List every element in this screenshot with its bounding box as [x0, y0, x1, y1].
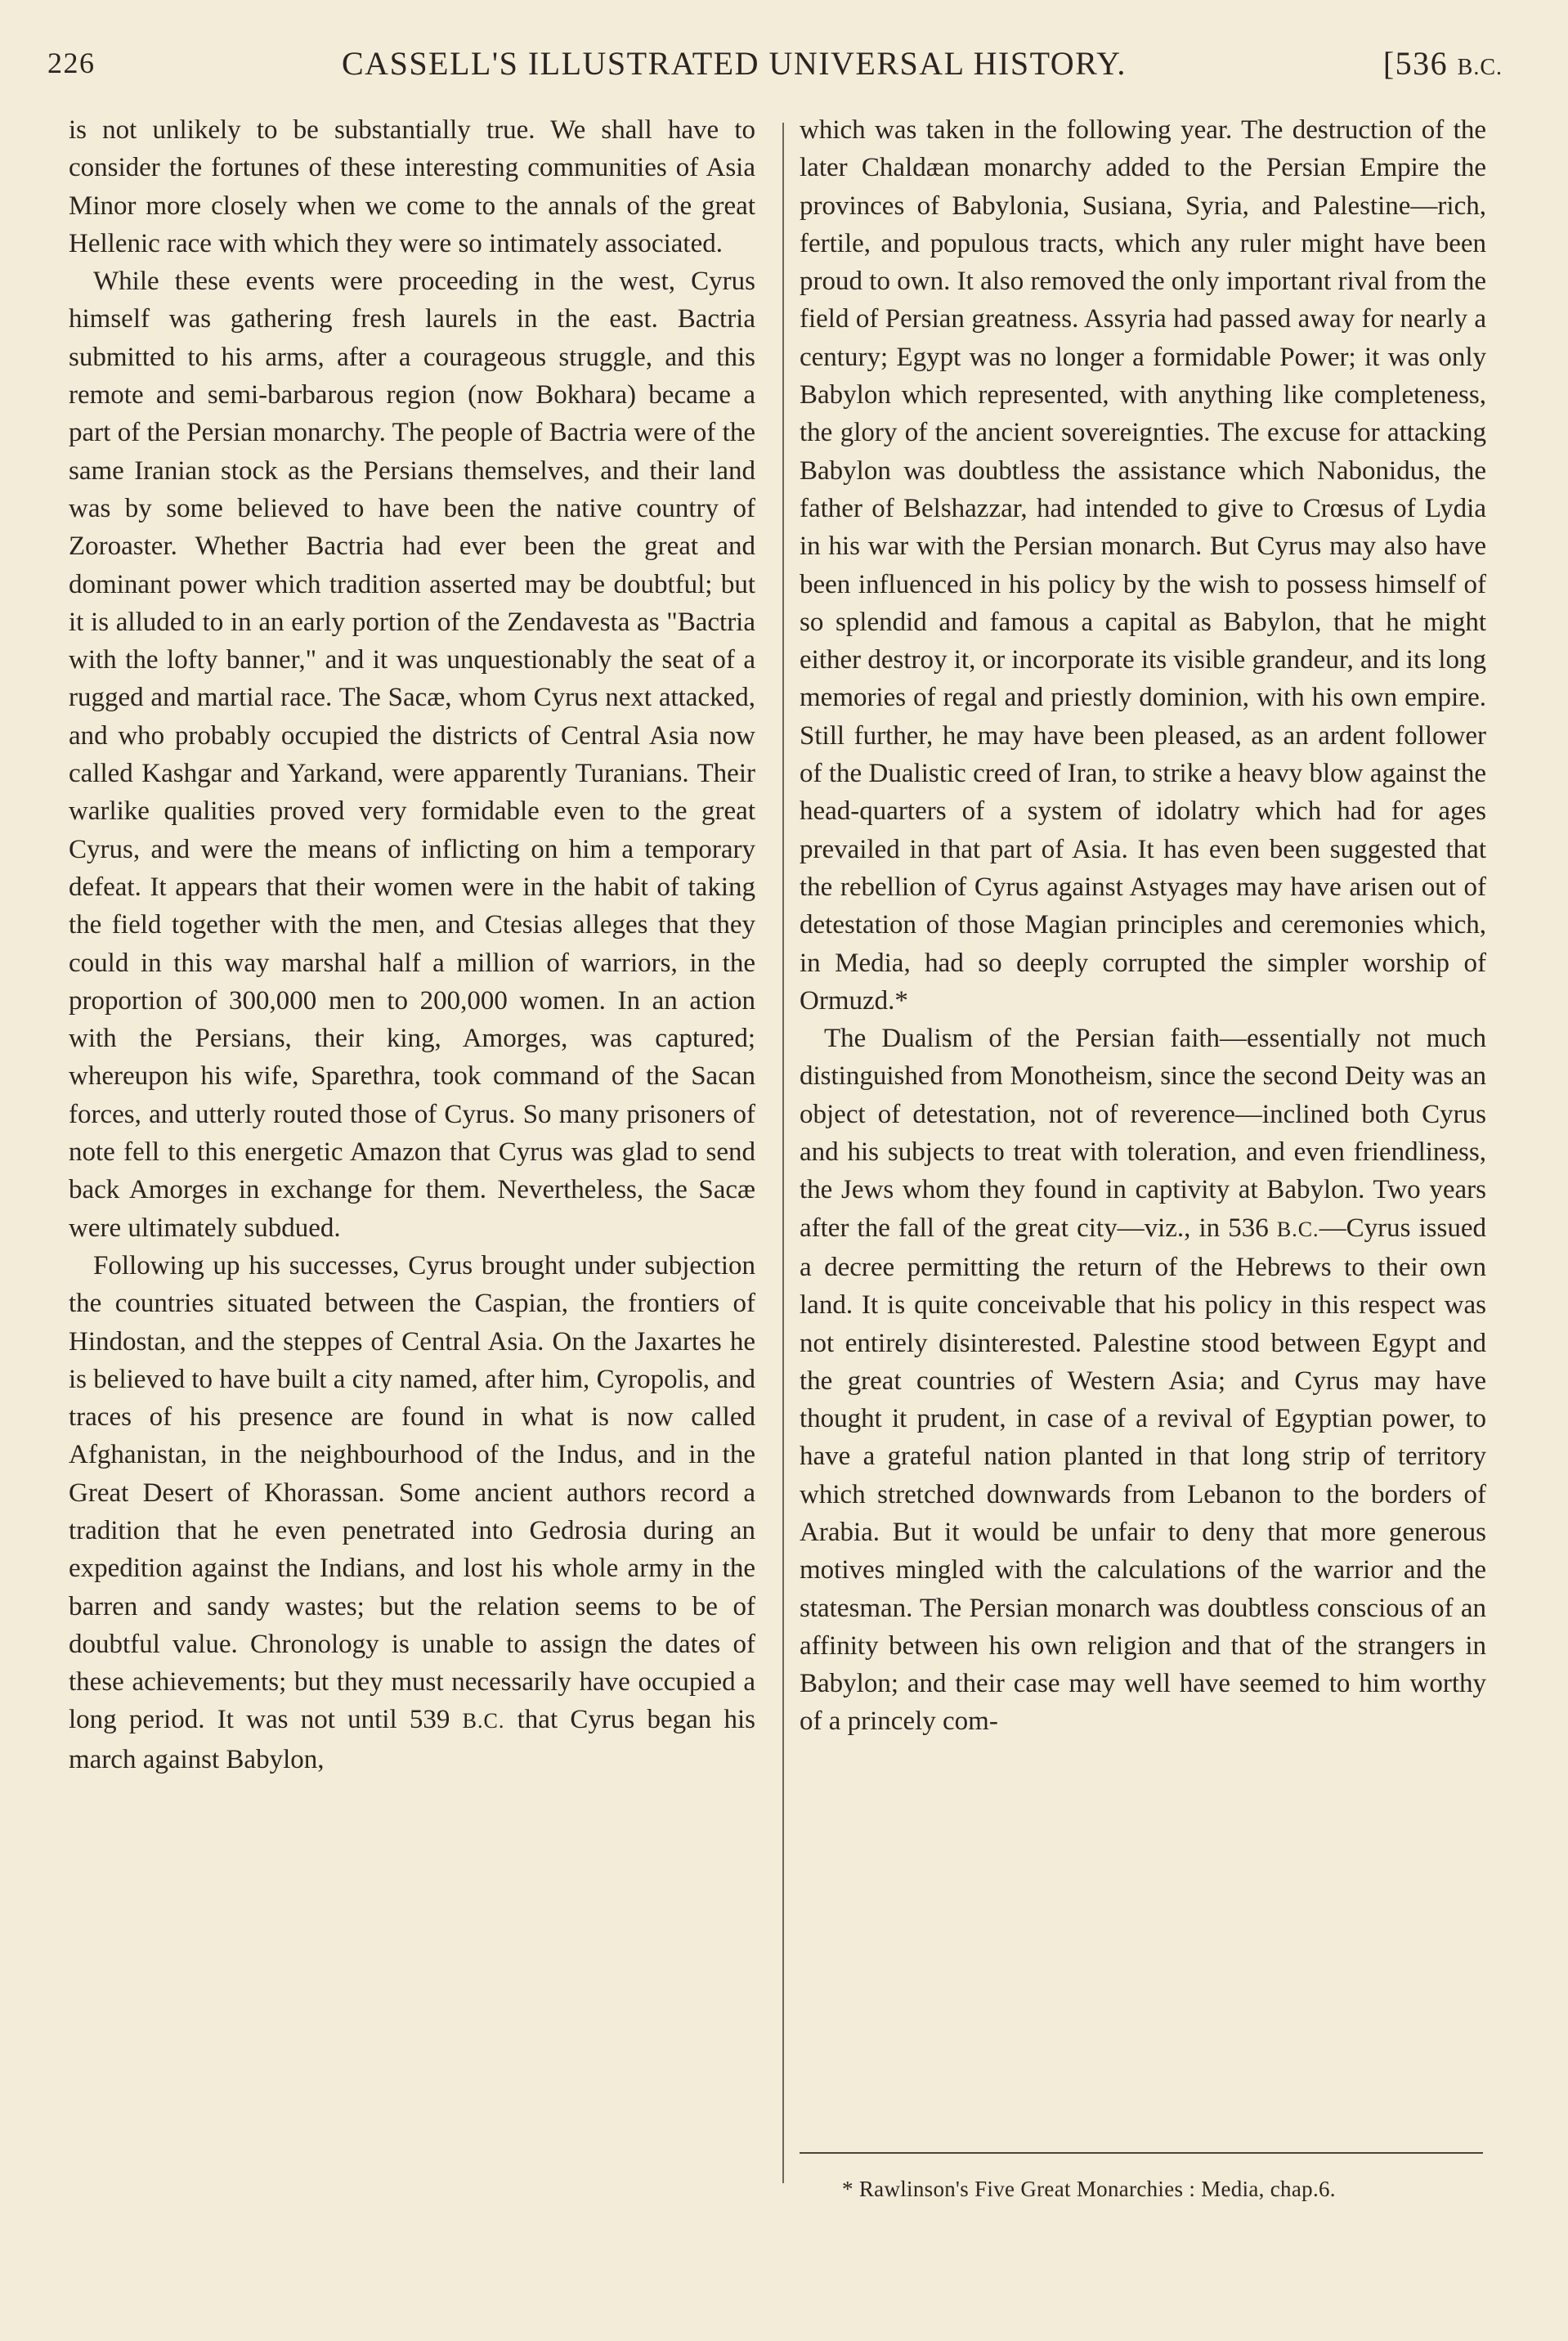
left-paragraph-2: While these events were proceeding in the west, Cyrus himself was gathering fresh laurels in the east. Bactria submitted to his arms, after a courageous struggle, and this remote and semi-barbarous region (now Bokhara) became a part of the Persian monarchy. The people of Bactria were of the same Iranian stock as the Persians themselves, and their land was by some believed to have been the native country of Zoroaster. Whether Bactria had ever been the great and dominant power which tradition asserted may be doubtful; but it is alluded to in an early portion of the Zendavesta as "Bactria with the lofty banner," and it was unquestionably the seat of a rugged and martial race. The Sacæ, whom Cyrus next attacked, and who probably occupied the districts of Central Asia now called Kashgar and Yarkand, were apparently Turanians. Their warlike qualities proved very formidable even to the great Cyrus, and were the means of inflicting on him a temporary defeat. It appears that their women were in the habit of taking the field together with the men, and Ctesias alleges that they could in this way marshal half a million of warriors, in the proportion of 300,000 men to 200,000 women. In an action with the Persians, their king, Amorges, was captured; whereupon his wife, Sparethra, took command of the Sacan forces, and utterly routed those of Cyrus. So many prisoners of note fell to this energetic Amazon that Cyrus was glad to send back Amorges in exchange for them. Nevertheless, the Sacæ were ultimately subdued. [69, 267, 755, 1243]
footnote-rule [800, 2152, 1483, 2154]
era-suffix: B.C. [1457, 55, 1503, 80]
right-paragraph-2-end: —Cyrus issued a decree permitting the return of the Hebrews to their own land. It is quite conceivable that his policy in this respect was not entirely disinterested. Palestine stood between Egypt and the great countries of Western Asia; and Cyrus may have thought it prudent, in case of a revival of Egyptian power, to have a grateful nation planted in that long strip of territory which stretched downwards from Lebanon to the borders of Arabia. But it would be unfair to deny that more generous motives mingled with the calculations of the warrior and the statesman. The Persian monarch was doubtless conscious of an affinity between his own religion and that of the strangers in Babylon; and their case may well have seemed to him worthy of a princely com- [800, 1213, 1487, 1737]
right-paragraph-2 [800, 1020, 1486, 1741]
right-paragraph-2-bc: B.C. [1276, 1217, 1319, 1241]
era-marker [1383, 44, 1503, 83]
column-divider [782, 123, 784, 2183]
left-paragraph-3-text: Following up his successes, Cyrus brought under subjection the countries situated between the Caspian, the frontiers of Hindostan, and the steppes of Central Asia. On the Jaxartes he is believed to have built a city named, after him, Cyropolis, and traces of his presence are found in what is now called Afghanistan, in the neighbourhood of the Indus, and in the Great Desert of Khorassan. Some ancient authors record a tradition that he even penetrated into Gedrosia during an expedition against the Indians, and lost his whole army in the barren and sandy wastes; but the relation seems to be of doubtful value. Chronology is unable to assign the dates of these achievements; but they must necessarily have occupied a long period. It was not until 539 [69, 1250, 755, 1735]
page-header [47, 36, 1503, 93]
running-title: CASSELL'S ILLUSTRATED UNIVERSAL HISTORY. [342, 45, 1127, 82]
left-column [69, 111, 755, 1778]
left-paragraph-3 [69, 1247, 755, 1778]
left-paragraph-3-bc: B.C. [462, 1709, 505, 1733]
footnote: * Rawlinson's Five Great Monarchies : Media, chap.6. [842, 2177, 1336, 2201]
page-number: 226 [47, 47, 96, 79]
left-paragraph-3-end: that Cyrus began his march against Babylon, [69, 1705, 756, 1774]
era-bracket: [536 [1382, 45, 1449, 82]
right-paragraph-1: which was taken in the following year. The destruction of the later Chaldæan monarchy added to the Persian Empire the provinces of Babylonia, Susiana, Syria, and Palestine—rich, fertile, and populous tracts, which any ruler might have been proud to own. It also removed the only important rival from the field of Persian greatness. Assyria had passed away for nearly a century; Egypt was no longer a formidable Power; it was only Babylon which represented, with anything like completeness, the glory of the ancient sovereignties. The excuse for attacking Babylon was doubtless the assistance which Nabonidus, the father of Belshazzar, had intended to give to Crœsus of Lydia in his war with the Persian monarch. But Cyrus may also have been influenced in his policy by the wish to possess himself of so splendid and famous a capital as Babylon, that he might either destroy it, or incorporate its visible grandeur, and its long memories of regal and priestly dominion, with his own empire. Still further, he may have been pleased, as an ardent follower of the Dualistic creed of Iran, to strike a heavy blow against the head-quarters of a system of idolatry which had for ages prevailed in that part of Asia. It has even been suggested that the rebellion of Cyrus against Astyages may have arisen out of detestation of those Magian principles and ceremonies which, in Media, had so deeply corrupted the simpler worship of Ormuzd.* [800, 115, 1486, 1016]
right-column [800, 111, 1486, 1741]
right-paragraph-2-text: The Dualism of the Persian faith—essentially not much distinguished from Monotheism, since the second Deity was an object of detestation, not of reverence—inclined both Cyrus and his subjects to treat with toleration, and even friendliness, the Jews whom they found in captivity at Babylon. Two years after the fall of the great city—viz., in 536 [800, 1024, 1486, 1243]
left-paragraph-1: is not unlikely to be substantially true. We shall have to consider the fortunes of these interesting communities of Asia Minor more closely when we come to the annals of the great Hellenic race with which they were so intimately associated. [69, 115, 755, 258]
